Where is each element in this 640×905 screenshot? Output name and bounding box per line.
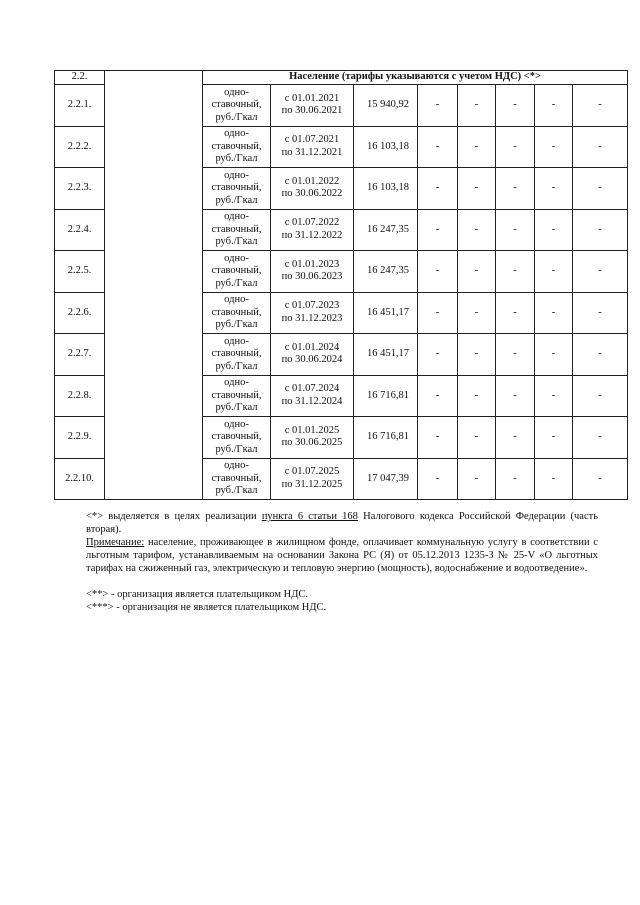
empty-cell: -: [535, 292, 573, 334]
tariff-period: с 01.01.2021 по 30.06.2021: [271, 85, 354, 127]
tariff-value: 16 247,35: [354, 251, 418, 293]
footnotes: [86, 510, 598, 614]
remark-text: население, проживающее в жилищном фонде, оплачивает коммунальную услугу в соответствии с льготным тарифом, устанавливаемым на основании Закона РС (Я) от 05.12.2013 1235-З № 25-V «О льготных тарифах на сжиженный газ, электрическую и тепловую энергию (мощность), водоснабжение и водоотведение».: [86, 537, 598, 574]
empty-cell: -: [458, 417, 496, 459]
blank-column: [105, 71, 203, 500]
row-number: 2.2.10.: [55, 458, 105, 500]
empty-cell: -: [496, 292, 535, 334]
row-number: 2.2.6.: [55, 292, 105, 334]
table-body: [55, 71, 628, 500]
tariff-value: 15 940,92: [354, 85, 418, 127]
tariff-unit: одно- ставочный, руб./Гкал: [203, 458, 271, 500]
empty-cell: -: [458, 168, 496, 210]
tariff-unit: одно- ставочный, руб./Гкал: [203, 251, 271, 293]
section-title: Население (тарифы указываются с учетом НДС) <*>: [203, 71, 628, 85]
remark: [86, 536, 598, 575]
empty-cell: -: [573, 85, 628, 127]
tariff-value: 16 716,81: [354, 417, 418, 459]
empty-cell: -: [573, 458, 628, 500]
tax-code-link[interactable]: пункта 6 статьи 168: [261, 511, 358, 522]
empty-cell: -: [418, 375, 458, 417]
empty-cell: -: [573, 168, 628, 210]
empty-cell: -: [535, 126, 573, 168]
empty-cell: -: [535, 168, 573, 210]
row-number: 2.2.2.: [55, 126, 105, 168]
empty-cell: -: [458, 209, 496, 251]
empty-cell: -: [418, 334, 458, 376]
tariff-period: с 01.07.2022 по 31.12.2022: [271, 209, 354, 251]
tariff-value: 16 716,81: [354, 375, 418, 417]
empty-cell: -: [496, 209, 535, 251]
empty-cell: -: [496, 85, 535, 127]
tariff-value: 16 103,18: [354, 126, 418, 168]
empty-cell: -: [496, 168, 535, 210]
tariff-unit: одно- ставочный, руб./Гкал: [203, 334, 271, 376]
empty-cell: -: [418, 292, 458, 334]
row-number: 2.2.4.: [55, 209, 105, 251]
tariff-unit: одно- ставочный, руб./Гкал: [203, 292, 271, 334]
empty-cell: -: [573, 126, 628, 168]
tariff-value: 16 451,17: [354, 334, 418, 376]
empty-cell: -: [418, 458, 458, 500]
tariff-unit: одно- ставочный, руб./Гкал: [203, 209, 271, 251]
tariff-period: с 01.07.2024 по 31.12.2024: [271, 375, 354, 417]
empty-cell: -: [535, 209, 573, 251]
tariff-period: с 01.07.2023 по 31.12.2023: [271, 292, 354, 334]
empty-cell: -: [535, 458, 573, 500]
tariff-value: 16 451,17: [354, 292, 418, 334]
tariff-value: 17 047,39: [354, 458, 418, 500]
row-number: 2.2.9.: [55, 417, 105, 459]
row-number: 2.2.7.: [55, 334, 105, 376]
empty-cell: -: [573, 417, 628, 459]
tariff-period: с 01.01.2022 по 30.06.2022: [271, 168, 354, 210]
tariff-period: с 01.01.2023 по 30.06.2023: [271, 251, 354, 293]
empty-cell: -: [458, 292, 496, 334]
empty-cell: -: [418, 209, 458, 251]
tariff-value: 16 103,18: [354, 168, 418, 210]
empty-cell: -: [496, 334, 535, 376]
section-number: 2.2.: [55, 71, 105, 85]
empty-cell: -: [458, 85, 496, 127]
empty-cell: -: [418, 251, 458, 293]
empty-cell: -: [573, 334, 628, 376]
empty-cell: -: [535, 417, 573, 459]
row-number: 2.2.8.: [55, 375, 105, 417]
empty-cell: -: [496, 458, 535, 500]
vat-note: [86, 510, 598, 536]
empty-cell: -: [418, 417, 458, 459]
empty-cell: -: [573, 251, 628, 293]
empty-cell: -: [418, 126, 458, 168]
empty-cell: -: [496, 375, 535, 417]
vat-nonpayer-note: <***> - организация не является плательщиком НДС.: [86, 602, 327, 613]
tariff-period: с 01.01.2024 по 30.06.2024: [271, 334, 354, 376]
tariff-period: с 01.07.2025 по 31.12.2025: [271, 458, 354, 500]
tariff-unit: одно- ставочный, руб./Гкал: [203, 168, 271, 210]
empty-cell: -: [535, 334, 573, 376]
vat-payer-note: <**> - организация является плательщиком НДС.: [86, 589, 308, 600]
empty-cell: -: [458, 334, 496, 376]
section-header-row: [55, 71, 628, 85]
empty-cell: -: [535, 251, 573, 293]
empty-cell: -: [458, 126, 496, 168]
empty-cell: -: [458, 251, 496, 293]
vat-note-suffix: Налогового кодекса Российской Федерации (часть вторая).: [86, 511, 598, 535]
empty-cell: -: [573, 292, 628, 334]
empty-cell: -: [418, 168, 458, 210]
tariff-unit: одно- ставочный, руб./Гкал: [203, 375, 271, 417]
remark-label: Примечание:: [86, 537, 145, 548]
empty-cell: -: [458, 458, 496, 500]
tariff-table: [54, 70, 628, 500]
empty-cell: -: [496, 126, 535, 168]
row-number: 2.2.5.: [55, 251, 105, 293]
tariff-unit: одно- ставочный, руб./Гкал: [203, 85, 271, 127]
tariff-unit: одно- ставочный, руб./Гкал: [203, 417, 271, 459]
empty-cell: -: [496, 251, 535, 293]
empty-cell: -: [496, 417, 535, 459]
empty-cell: -: [535, 375, 573, 417]
empty-cell: -: [573, 209, 628, 251]
tariff-value: 16 247,35: [354, 209, 418, 251]
tariff-period: с 01.01.2025 по 30.06.2025: [271, 417, 354, 459]
empty-cell: -: [573, 375, 628, 417]
vat-note-prefix: <*> выделяется в целях реализации: [86, 511, 262, 522]
tariff-unit: одно- ставочный, руб./Гкал: [203, 126, 271, 168]
row-number: 2.2.3.: [55, 168, 105, 210]
tariff-period: с 01.07.2021 по 31.12.2021: [271, 126, 354, 168]
row-number: 2.2.1.: [55, 85, 105, 127]
empty-cell: -: [535, 85, 573, 127]
empty-cell: -: [418, 85, 458, 127]
empty-cell: -: [458, 375, 496, 417]
